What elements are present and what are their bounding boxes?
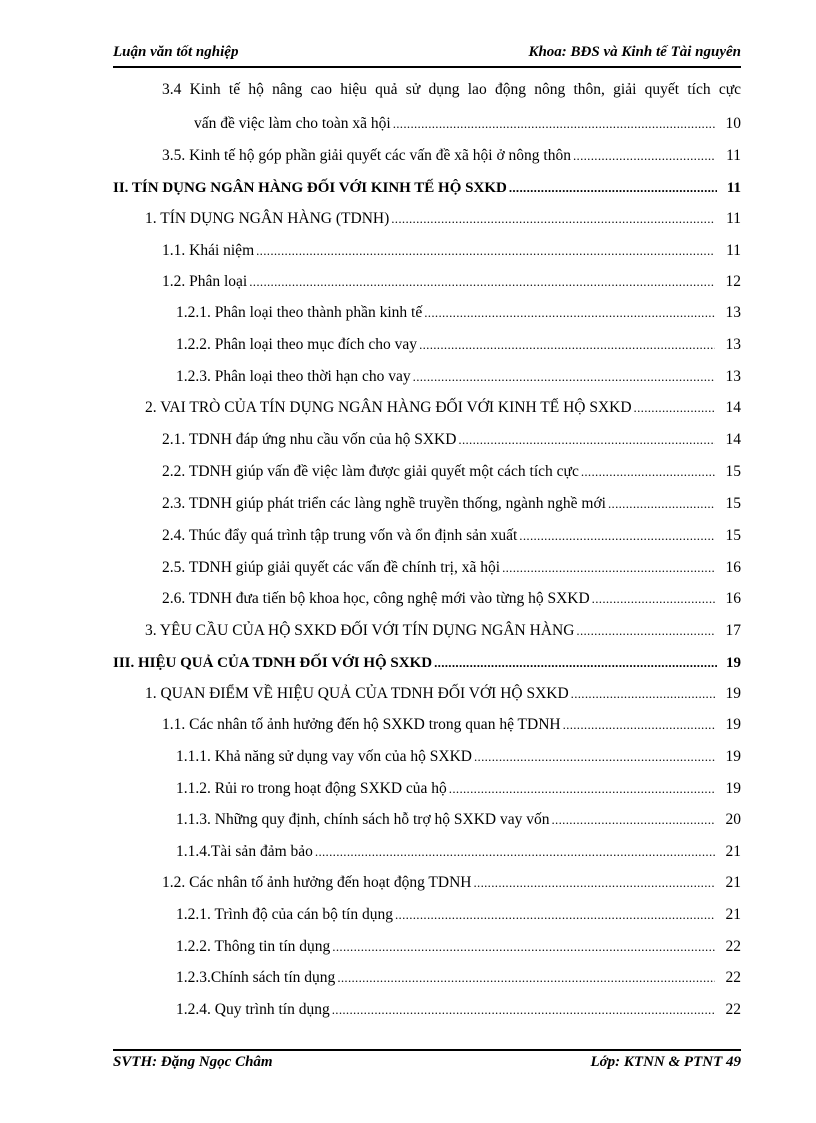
toc-page-number: 13 (725, 368, 741, 385)
dot-leader (473, 873, 715, 893)
toc-entry-text: 1.1.4.Tài sản đảm bảo (176, 843, 313, 860)
toc-entry-2-2[interactable] (162, 462, 741, 482)
toc-page-number: 22 (725, 1001, 741, 1018)
toc-page-number: 11 (726, 180, 741, 196)
toc-entry-2-1[interactable] (162, 430, 741, 450)
toc-entry-section-iii[interactable] (113, 653, 741, 673)
toc-entry-1-2[interactable] (162, 272, 741, 292)
toc-page-number: 12 (725, 273, 741, 290)
toc-entry-iii-1-1-3[interactable] (176, 810, 741, 830)
toc-entry-iii-1[interactable] (145, 684, 741, 704)
toc-page-number: 19 (725, 780, 741, 797)
toc-page-number: 21 (725, 906, 741, 923)
footer-divider (113, 1049, 741, 1051)
toc-entry-3-4-cont[interactable] (194, 114, 741, 134)
toc-entry-text: 1.2.2. Thông tin tín dụng (176, 938, 331, 955)
toc-entry-text: vấn đề việc làm cho toàn xã hội (194, 115, 391, 132)
toc-page-number: 21 (725, 874, 741, 891)
toc-page-number: 14 (725, 431, 741, 448)
toc-entry-text: 1.2.1. Trình độ của cán bộ tín dụng (176, 906, 393, 923)
dot-leader (509, 178, 717, 198)
dot-leader (552, 810, 716, 830)
toc-page-number: 20 (725, 811, 741, 828)
toc-entry-ii-1[interactable] (145, 209, 741, 229)
dot-leader (576, 621, 715, 641)
toc-entry-iii-1-2-3[interactable] (176, 968, 741, 988)
dot-leader (563, 715, 715, 735)
dot-leader (395, 905, 715, 925)
toc-page-number: 13 (725, 304, 741, 321)
toc-entry-text: 2.6. TDNH đưa tiến bộ khoa học, công nghệ mới vào từng hộ SXKD (162, 590, 590, 607)
dot-leader (634, 398, 715, 418)
toc-page-number: 22 (725, 938, 741, 955)
toc-page-number: 15 (725, 527, 741, 544)
dot-leader (249, 272, 715, 292)
toc-entry-text: 1.1. Các nhân tố ảnh hưởng đến hộ SXKD trong quan hệ TDNH (162, 716, 561, 733)
toc-entry-iii-1-1-4[interactable] (176, 842, 741, 862)
toc-entry-text: III. HIỆU QUẢ CỦA TDNH ĐỐI VỚI HỘ SXKD (113, 655, 433, 671)
dot-leader (332, 1000, 715, 1020)
toc-entry-iii-1-2-2[interactable] (176, 937, 741, 957)
toc-entry-text: 2.3. TDNH giúp phát triển các làng nghề truyền thống, ngành nghề mới (162, 495, 606, 512)
toc-entry-3-5[interactable] (162, 146, 741, 166)
toc-entry-1-1[interactable] (162, 241, 741, 261)
dot-leader (608, 494, 715, 514)
toc-page-number: 11 (726, 210, 741, 227)
dot-leader (419, 335, 715, 355)
toc-page-number: 16 (725, 590, 741, 607)
toc-entry-text: 1. TÍN DỤNG NGÂN HÀNG (TDNH) (145, 210, 390, 227)
toc-entry-2-5[interactable] (162, 558, 741, 578)
dot-leader (474, 747, 715, 767)
toc-entry-1-2-3[interactable] (176, 367, 741, 387)
header-faculty-label: Khoa: BĐS và Kinh tế Tài nguyên (528, 44, 741, 60)
toc-entry-ii-2[interactable] (145, 398, 741, 418)
toc-page-number: 14 (725, 399, 741, 416)
toc-entry-text: 1.2. Các nhân tố ảnh hưởng đến hoạt động TDNH (162, 874, 472, 891)
dot-leader (256, 241, 715, 261)
toc-entry-2-6[interactable] (162, 589, 741, 609)
footer-student-label: SVTH: Đặng Ngọc Châm (113, 1054, 273, 1070)
dot-leader (458, 430, 715, 450)
toc-entry-text: 1.2.1. Phân loại theo thành phần kinh tế (176, 304, 423, 321)
dot-leader (571, 684, 715, 704)
toc-page-number: 11 (726, 242, 741, 259)
toc-entry-iii-1-2-4[interactable] (176, 1000, 741, 1020)
page-footer (113, 1054, 741, 1071)
toc-entry-iii-1-1[interactable] (162, 715, 741, 735)
toc-entry-iii-1-1-1[interactable] (176, 747, 741, 767)
toc-entry-1-2-2[interactable] (176, 335, 741, 355)
toc-entry-text: 2. VAI TRÒ CỦA TÍN DỤNG NGÂN HÀNG ĐỐI VỚI KINH TẾ HỘ SXKD (145, 399, 632, 416)
dot-leader (434, 653, 717, 673)
header-thesis-label: Luận văn tốt nghiệp (113, 44, 239, 60)
toc-entry-text: 3.4 Kinh tế hộ nâng cao hiệu quả sử dụng lao động nông thôn, giải quyết tích cực (162, 81, 741, 98)
dot-leader (393, 114, 715, 134)
toc-entry-section-ii[interactable] (113, 178, 741, 198)
toc-entry-text: 1.2.4. Quy trình tín dụng (176, 1001, 330, 1018)
toc-entry-text: 1.2. Phân loại (162, 273, 248, 290)
dot-leader (573, 146, 715, 166)
toc-page-number: 21 (725, 843, 741, 860)
toc-entry-text: 1.1.3. Những quy định, chính sách hỗ trợ hộ SXKD vay vốn (176, 811, 550, 828)
dot-leader (391, 209, 715, 229)
toc-entry-iii-1-1-2[interactable] (176, 779, 741, 799)
dot-leader (581, 462, 715, 482)
dot-leader (519, 526, 715, 546)
toc-page-number: 17 (725, 622, 741, 639)
toc-page-number: 16 (725, 559, 741, 576)
toc-entry-iii-1-2-1[interactable] (176, 905, 741, 925)
dot-leader (592, 589, 715, 609)
toc-page-number: 19 (725, 716, 741, 733)
dot-leader (424, 303, 715, 323)
toc-page-number: 15 (725, 495, 741, 512)
toc-entry-2-3[interactable] (162, 494, 741, 514)
header-divider (113, 66, 741, 68)
dot-leader (449, 779, 715, 799)
toc-entry-iii-1-2[interactable] (162, 873, 741, 893)
toc-entry-text: 2.1. TDNH đáp ứng nhu cầu vốn của hộ SXKD (162, 431, 457, 448)
toc-entry-text: 1.1.1. Khả năng sử dụng vay vốn của hộ SXKD (176, 748, 472, 765)
toc-entry-text: 1.2.2. Phân loại theo mục đích cho vay (176, 336, 418, 353)
dot-leader (413, 367, 715, 387)
toc-entry-ii-3[interactable] (145, 621, 741, 641)
toc-entry-text: 2.5. TDNH giúp giải quyết các vấn đề chính trị, xã hội (162, 559, 501, 576)
toc-entry-2-4[interactable] (162, 526, 741, 546)
toc-entry-text: 1.1.2. Rủi ro trong hoạt động SXKD của hộ (176, 780, 447, 797)
toc-entry-text: 1.1. Khái niệm (162, 242, 255, 259)
toc-entry-text: II. TÍN DỤNG NGÂN HÀNG ĐỐI VỚI KINH TẾ HỘ SXKD (113, 180, 507, 196)
toc-page-number: 11 (726, 147, 741, 164)
toc-entry-1-2-1[interactable] (176, 303, 741, 323)
page-header (113, 44, 741, 61)
toc-entry-text: 2.2. TDNH giúp vấn đề việc làm được giải quyết một cách tích cực (162, 463, 579, 480)
dot-leader (337, 968, 715, 988)
dot-leader (315, 842, 715, 862)
toc-entry-text: 1.2.3. Phân loại theo thời hạn cho vay (176, 368, 411, 385)
toc-page-number: 13 (725, 336, 741, 353)
footer-class-label: Lớp: KTNN & PTNT 49 (590, 1054, 741, 1070)
toc-entry-text: 1. QUAN ĐIỂM VỀ HIỆU QUẢ CỦA TDNH ĐỐI VỚI HỘ SXKD (145, 685, 569, 702)
dot-leader (332, 937, 715, 957)
toc-page-number: 10 (725, 115, 741, 132)
dot-leader (502, 558, 715, 578)
toc-page-number: 19 (725, 685, 741, 702)
toc-entry-text: 3. YÊU CẦU CỦA HỘ SXKD ĐỐI VỚI TÍN DỤNG NGÂN HÀNG (145, 622, 575, 639)
toc-page-number: 15 (725, 463, 741, 480)
toc-page-number: 19 (725, 748, 741, 765)
toc-entry-3-4[interactable] (162, 80, 741, 100)
toc-entry-text: 3.5. Kinh tế hộ góp phần giải quyết các vấn đề xã hội ở nông thôn (162, 147, 571, 164)
toc-page-number: 22 (725, 969, 741, 986)
toc-entry-text: 1.2.3.Chính sách tín dụng (176, 969, 336, 986)
toc-page-number: 19 (726, 655, 741, 671)
toc-entry-text: 2.4. Thúc đẩy quá trình tập trung vốn và ổn định sản xuất (162, 527, 518, 544)
